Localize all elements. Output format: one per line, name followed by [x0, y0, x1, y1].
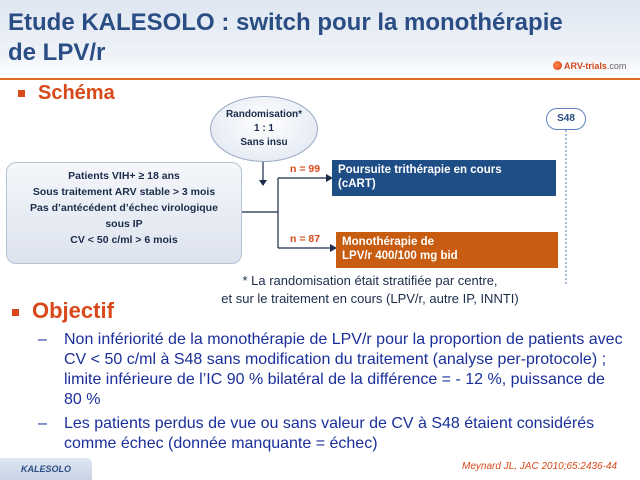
arm-mono-box [336, 232, 558, 268]
study-footer-tag: KALESOLO [0, 458, 92, 480]
objective-text: Non infériorité de la monothérapie de LPV/r pour la proportion de patients avec CV < 50 c/ml à S48 sans modification du traitement (analyse per-protocole) ; limite inférieure de l’IC 90 % bilatéral de la différence = - 12 %, puissance de 80 % [64, 331, 623, 408]
arm-cart-box [332, 160, 556, 196]
dash-bullet-icon: – [38, 331, 47, 348]
randomisation-bubble [210, 96, 318, 162]
arm-mono-count: n = 87 [290, 233, 321, 245]
arm-cart-count: n = 99 [290, 163, 321, 175]
footnote-line1: * La randomisation était stratifiée par centre, [242, 273, 498, 288]
s48-timepoint-badge: S48 [546, 108, 586, 130]
arm-cart-line2: (cART) [338, 178, 376, 190]
randomisation-arrow-head [259, 180, 267, 186]
randomisation-footnote [170, 272, 570, 308]
patients-criterion: Sous traitement ARV stable > 3 mois [32, 186, 216, 198]
section-heading-schema: Schéma [38, 82, 115, 104]
patients-criterion: Pas d’antécédent d’échec virologique [30, 202, 218, 214]
logo-brand: ARV-trials [564, 61, 607, 71]
patients-criterion: sous IP [105, 218, 143, 230]
arm-mono-line1: Monothérapie de [342, 236, 435, 248]
reference-citation: Meynard JL, JAC 2010;65:2436-44 [462, 461, 618, 472]
randomisation-line2: 1 : 1 [253, 123, 274, 134]
patients-criterion: Patients VIH+ ≥ 18 ans [68, 170, 180, 182]
schema-bullet-icon [18, 90, 25, 97]
logo-suffix: .com [606, 61, 627, 71]
objectif-bullet-icon [12, 309, 19, 316]
footnote-line2: et sur le traitement en cours (LPV/r, autre IP, INNTI) [221, 291, 519, 306]
slide-title: Etude KALESOLO : switch pour la monothérapie de LPV/r [8, 9, 563, 66]
randomisation-line3: Sans insu [240, 137, 288, 148]
patients-criteria-box [6, 162, 242, 264]
objective-text: Les patients perdus de vue ou sans valeur de CV à S48 étaient considérés comme échec (donnée manquante = échec) [64, 415, 595, 452]
dash-bullet-icon: – [38, 415, 47, 432]
randomisation-line1: Randomisation* [225, 109, 303, 120]
arm-cart-line1: Poursuite trithérapie en cours [338, 164, 502, 176]
patients-criterion: CV < 50 c/ml > 6 mois [70, 234, 178, 246]
arm-mono-line2: LPV/r 400/100 mg bid [342, 250, 458, 262]
section-heading-objectif: Objectif [32, 298, 114, 323]
